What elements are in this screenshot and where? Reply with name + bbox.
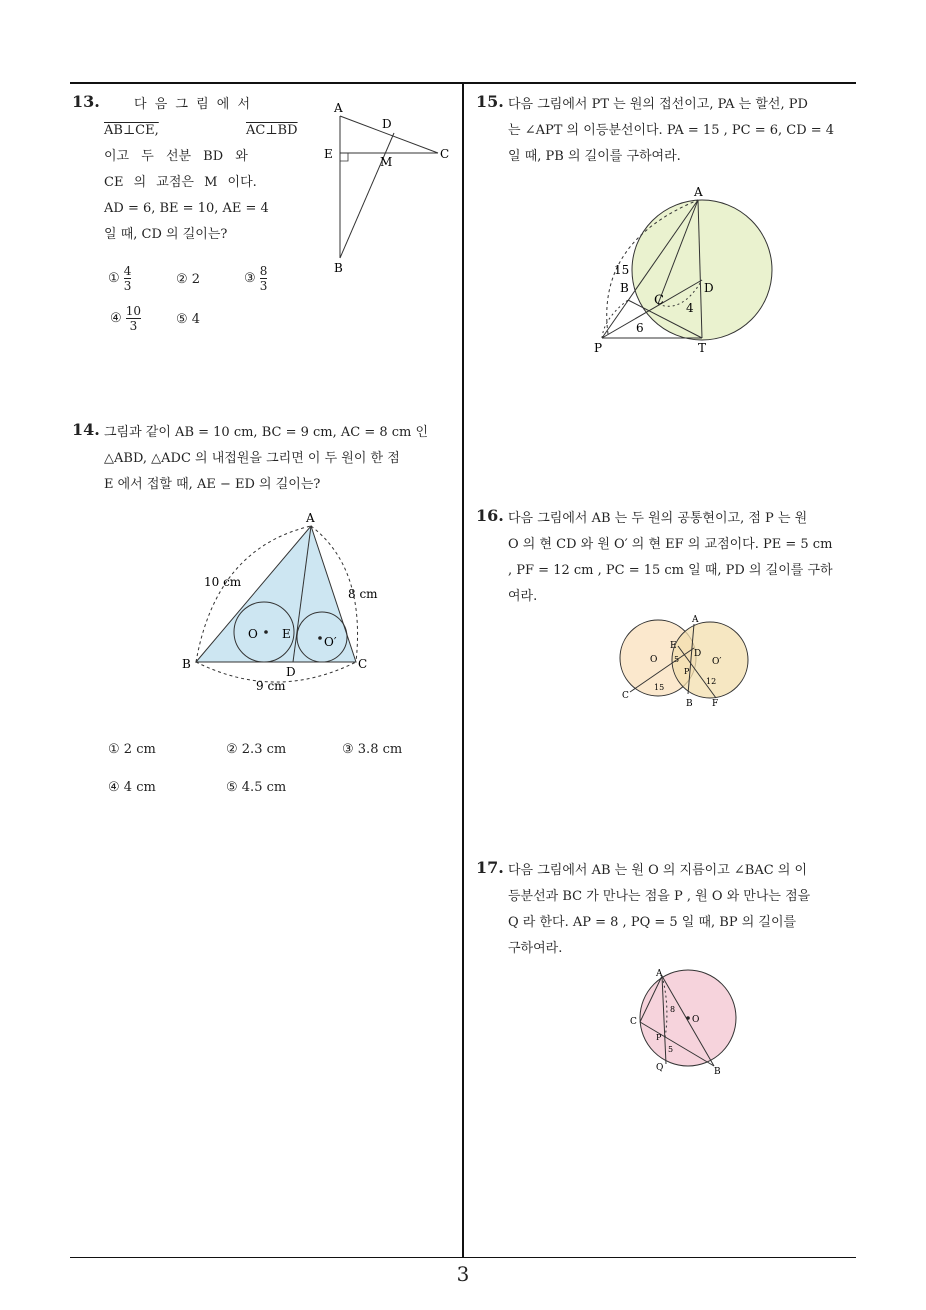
label-p: P — [594, 341, 603, 355]
label-t: T — [698, 341, 707, 355]
problem-text: AB⊥CE, — [104, 123, 159, 138]
label-a: A — [692, 615, 699, 625]
label-ab-length: 10 cm — [204, 575, 242, 589]
label-ac-length: 8 cm — [348, 587, 378, 601]
label-o-prime: O′ — [712, 657, 722, 667]
problem-number: 17. — [476, 858, 504, 877]
center-o-prime-dot — [318, 636, 322, 640]
label-b: B — [334, 261, 343, 275]
segment-bd — [340, 133, 394, 258]
label-b: B — [686, 699, 693, 708]
problem-number: 14. — [72, 420, 100, 439]
problem-text: 다음 그림에서 PT 는 원의 접선이고, PA 는 할선, PD — [508, 97, 808, 112]
problem-text: 그림과 같이 AB = 10 cm, BC = 9 cm, AC = 8 cm 인 — [104, 425, 429, 440]
problem-17-figure — [626, 966, 746, 1076]
problem-text: 등분선과 BC 가 만나는 점을 P , 원 O 와 만나는 점을 — [508, 889, 811, 904]
problem-text: 여라. — [508, 589, 538, 604]
label-b: B — [620, 281, 629, 295]
label-o: O — [248, 627, 258, 641]
label-a: A — [694, 185, 703, 199]
label-b: B — [182, 657, 191, 671]
problem-text: Q 라 한다. AP = 8 , PQ = 5 일 때, BP 의 길이를 — [508, 915, 797, 930]
label-c: C — [622, 691, 629, 701]
label-e: E — [670, 641, 677, 651]
problem-text: 일 때, CD 의 길이는? — [104, 227, 228, 242]
choice-4[interactable]: ④ 4 cm — [108, 780, 156, 795]
problem-text: 다음 그림에서 AB 는 두 원의 공통현이고, 점 P 는 원 — [508, 511, 808, 526]
label-c: C — [654, 293, 664, 308]
label-15: 15 — [614, 263, 630, 277]
label-8: 8 — [670, 1005, 676, 1014]
problem-number: 15. — [476, 92, 504, 111]
label-p: P — [684, 667, 690, 676]
problem-text: AD = 6, BE = 10, AE = 4 — [104, 201, 269, 216]
label-d: D — [694, 649, 702, 659]
label-o: O — [650, 655, 658, 665]
label-a: A — [334, 101, 343, 115]
label-o: O — [692, 1015, 700, 1025]
problem-text: 는 ∠APT 의 이등분선이다. PA = 15 , PC = 6, CD = 4 — [508, 123, 835, 138]
problem-text: AC⊥BD — [246, 123, 298, 138]
circle — [632, 200, 772, 340]
label-4: 4 — [686, 301, 694, 315]
choice-4[interactable]: ④ $\frac{10}{3}$ — [110, 304, 142, 333]
center-o-dot — [686, 1016, 690, 1020]
problem-13-figure — [318, 96, 458, 276]
problem-14-figure — [176, 508, 386, 694]
label-a: A — [656, 969, 663, 979]
label-b: B — [714, 1067, 721, 1076]
problem-16-figure — [612, 612, 762, 708]
problem-text: O 의 현 CD 와 원 O′ 의 현 EF 의 교점이다. PE = 5 cm — [508, 537, 833, 552]
problem-text: 다음 그림에서 AB 는 원 O 의 지름이고 ∠BAC 의 이 — [508, 863, 808, 878]
label-q: Q — [656, 1063, 664, 1073]
label-c: C — [358, 657, 368, 671]
label-6: 6 — [636, 321, 644, 335]
choice-5[interactable]: ⑤ 4 — [176, 312, 201, 327]
page-number: 3 — [456, 1262, 470, 1286]
choice-2[interactable]: ② 2 — [176, 272, 201, 287]
choice-1[interactable]: ① $\frac{4}{3}$ — [108, 264, 132, 293]
problem-15-figure — [586, 182, 786, 360]
problem-text: CE 의 교점은 M 이다. — [104, 175, 257, 190]
label-p: P — [656, 1033, 662, 1042]
label-5: 5 — [674, 655, 680, 664]
right-angle-mark — [340, 153, 348, 161]
label-bc-length: 9 cm — [256, 679, 286, 693]
label-5: 5 — [668, 1045, 674, 1054]
label-a: A — [306, 511, 315, 525]
label-d: D — [382, 117, 392, 131]
label-15: 15 — [654, 683, 665, 692]
choice-3[interactable]: ③ 3.8 cm — [342, 742, 403, 757]
problem-text: △ABD, △ADC 의 내접원을 그리면 이 두 원이 한 점 — [104, 451, 400, 466]
column-divider — [462, 83, 464, 1258]
bottom-rule — [70, 1257, 856, 1258]
circle-o-prime — [672, 622, 748, 698]
label-d: D — [704, 281, 714, 295]
problem-text: 일 때, PB 의 길이를 구하여라. — [508, 149, 681, 164]
choice-5[interactable]: ⑤ 4.5 cm — [226, 780, 287, 795]
label-d: D — [286, 665, 296, 679]
label-e: E — [324, 147, 333, 161]
choice-1[interactable]: ① 2 cm — [108, 742, 156, 757]
problem-text: , PF = 12 cm , PC = 15 cm 일 때, PD 의 길이를 구하 — [508, 563, 833, 578]
problem-number: 16. — [476, 506, 504, 525]
label-12: 12 — [706, 677, 717, 686]
problem-number: 13. — [72, 92, 100, 111]
label-c: C — [440, 147, 450, 161]
problem-text: 구하여라. — [508, 941, 563, 956]
label-f: F — [712, 699, 719, 708]
label-e: E — [282, 627, 291, 641]
problem-text: E 에서 접할 때, AE − ED 의 길이는? — [104, 477, 321, 492]
problem-text: 이고 두 선분 BD 와 — [104, 149, 248, 164]
label-c: C — [630, 1017, 637, 1027]
center-o-dot — [264, 630, 268, 634]
label-o-prime: O′ — [324, 635, 337, 649]
label-m: M — [380, 155, 393, 169]
choice-2[interactable]: ② 2.3 cm — [226, 742, 287, 757]
choice-3[interactable]: ③ $\frac{8}{3}$ — [244, 264, 268, 293]
problem-text: 다 음 그 림 에 서 — [134, 97, 253, 112]
